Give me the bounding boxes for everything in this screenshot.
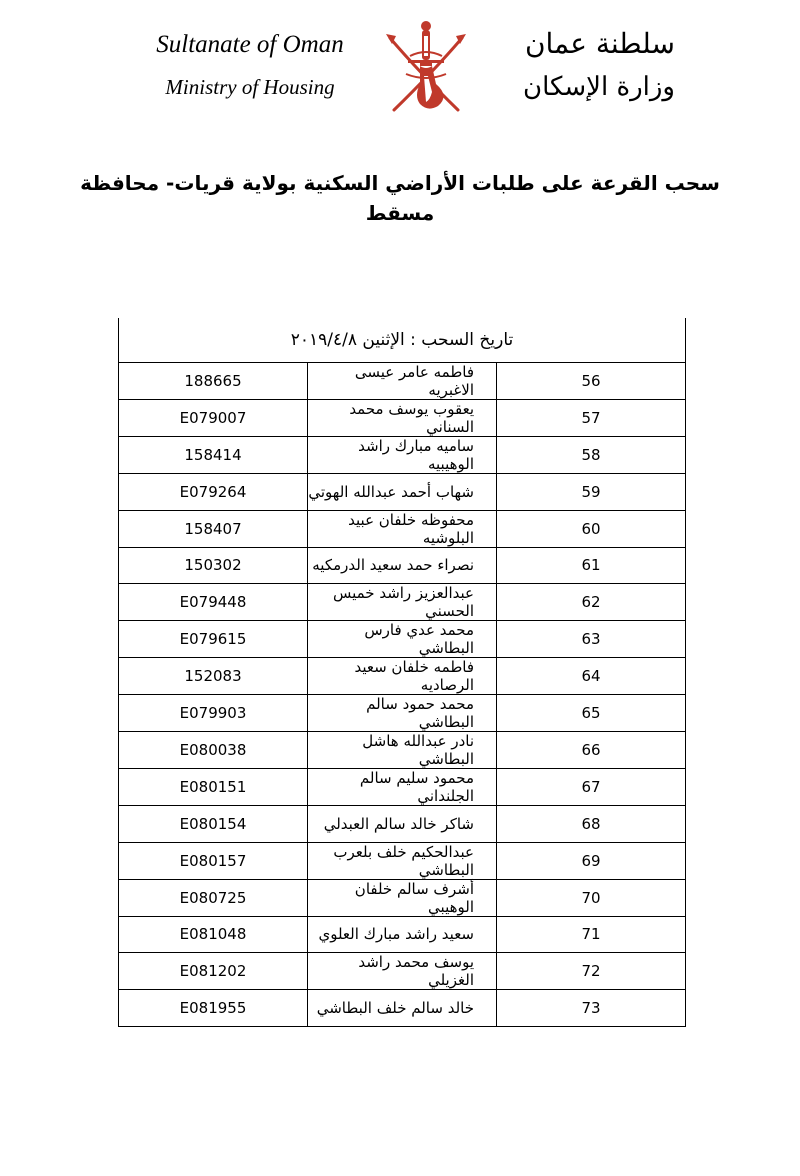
- row-number: 69: [497, 842, 686, 879]
- page-title: سحب القرعة على طلبات الأراضي السكنية بولاية قريات- محافظة مسقط: [80, 171, 720, 225]
- applicant-name: عبدالحكيم خلف بلعرب البطاشي: [308, 842, 497, 879]
- row-number: 64: [497, 658, 686, 695]
- row-number: 66: [497, 732, 686, 769]
- ministry-header-arabic: [505, 25, 675, 105]
- table-row: [119, 437, 686, 474]
- row-number: 73: [497, 990, 686, 1027]
- draw-date-row: [119, 318, 686, 363]
- row-number: 67: [497, 769, 686, 806]
- applicant-name: محفوظه خلفان عبيد البلوشيه: [308, 510, 497, 547]
- application-id: 188665: [119, 363, 308, 400]
- ministry-name-ar: وزارة الإسكان: [523, 72, 675, 102]
- applicant-name: شهاب أحمد عبدالله الهوتي: [308, 474, 497, 511]
- row-number: 65: [497, 695, 686, 732]
- table-row: [119, 806, 686, 843]
- application-id: E081048: [119, 916, 308, 953]
- application-id: E079007: [119, 400, 308, 437]
- application-id: E080154: [119, 806, 308, 843]
- table-row: [119, 474, 686, 511]
- table-row: [119, 842, 686, 879]
- table-row: [119, 584, 686, 621]
- row-number: 72: [497, 953, 686, 990]
- draw-date: تاريخ السحب : الإثنين ٢٠١٩/٤/٨: [119, 318, 686, 363]
- table-row: [119, 695, 686, 732]
- row-number: 61: [497, 547, 686, 584]
- applicant-name: فاطمه خلفان سعيد الرصاديه: [308, 658, 497, 695]
- application-id: E079448: [119, 584, 308, 621]
- oman-emblem-icon: [380, 18, 472, 118]
- row-number: 59: [497, 474, 686, 511]
- applicant-name: ساميه مبارك راشد الوهيبيه: [308, 437, 497, 474]
- table-row: [119, 547, 686, 584]
- country-name-en: Sultanate of Oman: [156, 31, 344, 58]
- applicant-name: فاطمه عامر عيسى الاغبريه: [308, 363, 497, 400]
- applicant-name: محمد عدي فارس البطاشي: [308, 621, 497, 658]
- applicant-name: شاكر خالد سالم العبدلي: [308, 806, 497, 843]
- ministry-name-en: Ministry of Housing: [165, 75, 335, 99]
- table-row: [119, 879, 686, 916]
- application-id: E080157: [119, 842, 308, 879]
- application-id: 158414: [119, 437, 308, 474]
- row-number: 56: [497, 363, 686, 400]
- applicant-name: يعقوب يوسف محمد السناني: [308, 400, 497, 437]
- application-id: 152083: [119, 658, 308, 695]
- row-number: 71: [497, 916, 686, 953]
- applicant-name: نادر عبدالله هاشل البطاشي: [308, 732, 497, 769]
- application-id: 150302: [119, 547, 308, 584]
- table-row: [119, 732, 686, 769]
- table-row: [119, 363, 686, 400]
- applicant-name: محمود سليم سالم الجلنداني: [308, 769, 497, 806]
- table-row: [119, 510, 686, 547]
- application-id: E080725: [119, 879, 308, 916]
- table-row: [119, 990, 686, 1027]
- application-id: E079903: [119, 695, 308, 732]
- application-id: E080151: [119, 769, 308, 806]
- applicant-name: نصراء حمد سعيد الدرمكيه: [308, 547, 497, 584]
- application-id: E081202: [119, 953, 308, 990]
- applicant-name: سعيد راشد مبارك العلوي: [308, 916, 497, 953]
- application-id: E079615: [119, 621, 308, 658]
- row-number: 57: [497, 400, 686, 437]
- row-number: 68: [497, 806, 686, 843]
- application-id: 158407: [119, 510, 308, 547]
- applicant-name: عبدالعزيز راشد خميس الحسني: [308, 584, 497, 621]
- country-name-ar: سلطنة عمان: [524, 27, 675, 60]
- application-id: E080038: [119, 732, 308, 769]
- row-number: 62: [497, 584, 686, 621]
- applicant-name: خالد سالم خلف البطاشي: [308, 990, 497, 1027]
- table-row: [119, 621, 686, 658]
- ministry-header-english: [150, 28, 350, 102]
- table-row: [119, 658, 686, 695]
- row-number: 63: [497, 621, 686, 658]
- row-number: 60: [497, 510, 686, 547]
- applicant-name: يوسف محمد راشد الغزيلي: [308, 953, 497, 990]
- row-number: 70: [497, 879, 686, 916]
- table-row: [119, 953, 686, 990]
- application-id: E079264: [119, 474, 308, 511]
- table-row: [119, 769, 686, 806]
- application-id: E081955: [119, 990, 308, 1027]
- lottery-results-table: [118, 318, 686, 1027]
- applicant-name: أشرف سالم خلفان الوهيبي: [308, 879, 497, 916]
- table-row: [119, 916, 686, 953]
- row-number: 58: [497, 437, 686, 474]
- table-row: [119, 400, 686, 437]
- applicant-name: محمد حمود سالم البطاشي: [308, 695, 497, 732]
